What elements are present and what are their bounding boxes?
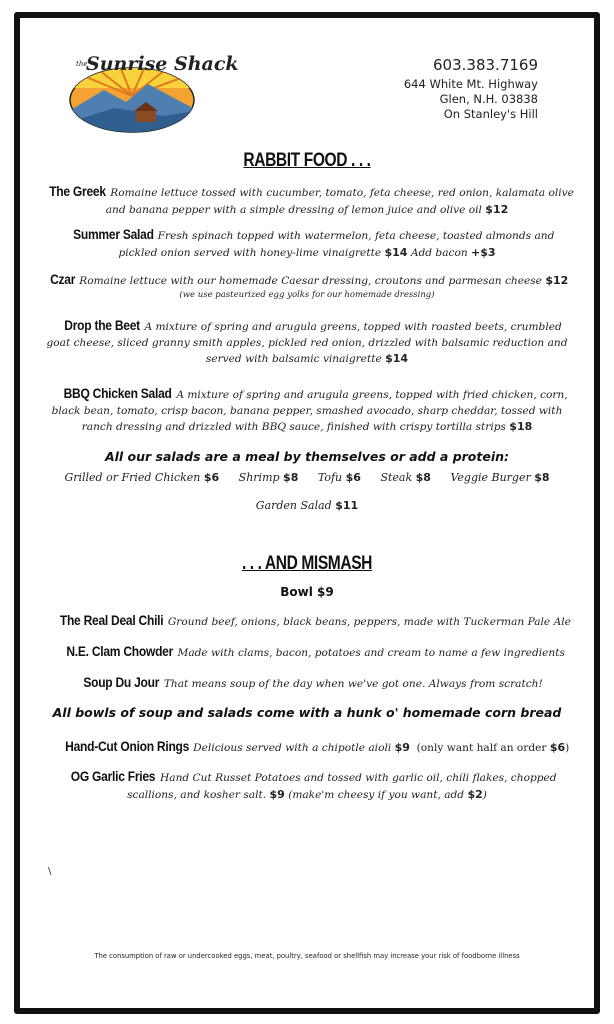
item-price: $12 — [545, 274, 569, 287]
section-title-mismash: . . . AND MISMASH — [241, 553, 373, 574]
item-desc: Made with clams, bacon, potatoes and cream to name a few ingredients — [177, 647, 565, 659]
menu-item-soup-du-jour — [40, 675, 574, 693]
item-desc: A mixture of spring and arugula greens, topped with fried chicken, corn, black bean, tomato, crisp bacon, banana pepper, smashed avocado, sharp cheddar, tossed with ranch dressing and drizzled with BBQ sauce, finished with crispy tortilla strips — [51, 389, 568, 433]
item-desc: Fresh spinach topped with watermelon, feta cheese, toasted almonds and pickled onion served with honey-lime vinaigrette — [118, 230, 555, 259]
protein-option: Grilled or Fried Chicken $6 — [64, 471, 220, 484]
logo-text: Sunrise Shack — [86, 53, 239, 75]
item-note: (we use pasteurized egg yolks for our homemade dressing) — [179, 289, 435, 300]
item-extra-price: +$3 — [471, 245, 496, 259]
item-price: $14 — [385, 352, 409, 365]
item-extra: Add bacon — [410, 246, 468, 259]
bowl-price-line: Bowl $9 — [280, 585, 334, 599]
item-name: Czar — [49, 271, 75, 287]
item-extra-price: $2 — [467, 787, 483, 801]
address-line-2: Glen, N.H. 03838 — [439, 92, 538, 106]
menu-item-chili — [40, 613, 574, 631]
menu-item-clam-chowder — [40, 644, 574, 662]
item-name: The Greek — [49, 183, 106, 199]
contact-block — [404, 56, 538, 122]
item-extra: (only want half an order — [416, 742, 547, 754]
menu-item-summer-salad — [40, 227, 574, 261]
menu-item-czar — [40, 272, 574, 300]
item-desc: Ground beef, onions, black beans, peppers, made with Tuckerman Pale Ale — [167, 616, 571, 628]
cornbread-line: All bowls of soup and salads come with a hunk o' homemade corn bread — [52, 705, 562, 720]
item-desc: Hand Cut Russet Potatoes and tossed with garlic oil, chili flakes, chopped scallions, and kosher salt. — [127, 772, 557, 801]
item-desc: Romaine lettuce tossed with cucumber, tomato, feta cheese, red onion, kalamata olive and banana pepper with a simple dressing of lemon juice and olive oil — [105, 187, 574, 216]
item-extra-price: $6 — [549, 741, 566, 754]
item-desc: A mixture of spring and arugula greens, topped with roasted beets, crumbled goat cheese, sliced granny smith apples, pickled red onion, drizzled with balsamic reduction and served with balsamic vinaigrette — [46, 321, 568, 365]
phone-number: 603.383.7169 — [433, 56, 538, 74]
logo-small-text: the — [76, 60, 88, 68]
item-price: $9 — [269, 787, 285, 801]
item-desc: Delicious served with a chipotle aioli — [193, 742, 392, 754]
item-name: The Real Deal Chili — [59, 612, 164, 628]
protein-option: Steak $8 — [380, 471, 431, 484]
item-name: Hand-Cut Onion Rings — [64, 738, 189, 754]
item-extra: (make'm cheesy if you want, add — [288, 788, 465, 801]
protein-option: Shrimp $8 — [238, 471, 299, 484]
protein-heading: All our salads are a meal by themselves or add a protein: — [104, 449, 510, 464]
menu-item-onion-rings: Hand-Cut Onion Rings Delicious served with a chipotle aioli $9 (only want half an order $6) — [64, 738, 570, 754]
item-name: Soup Du Jour — [83, 674, 160, 690]
foodborne-illness-disclaimer: The consumption of raw or undercooked eggs, meat, poultry, seafood or shellfish may increase your risk of foodborne illness — [94, 952, 520, 960]
address-line-3: On Stanley's Hill — [443, 107, 538, 121]
item-name: N.E. Clam Chowder — [66, 643, 174, 659]
garden-salad: Garden Salad $11 — [255, 499, 359, 512]
protein-option: Veggie Burger $8 — [450, 471, 550, 484]
section-title-rabbit-food: RABBIT FOOD . . . — [243, 150, 371, 171]
menu-item-the-greek — [40, 184, 574, 218]
item-name: Drop the Beet — [64, 317, 141, 333]
item-price: $18 — [509, 420, 533, 433]
menu-item-drop-the-beet — [40, 318, 574, 368]
protein-option: Tofu $6 — [317, 471, 361, 484]
menu-item-garlic-fries: OG Garlic Fries Hand Cut Russet Potatoes and tossed with garlic oil, chili flakes, chopped scallions, and kosher salt. $9 (make'm cheesy if you want, add $2) — [71, 768, 557, 801]
item-price: $9 — [394, 741, 410, 754]
item-price: $12 — [485, 202, 509, 216]
stray-mark: \ — [48, 866, 52, 877]
sunrise-shack-logo — [64, 44, 239, 136]
item-desc: That means soup of the day when we've got one. Always from scratch! — [163, 678, 543, 690]
protein-options — [0, 471, 614, 484]
address-line-1: 644 White Mt. Highway — [403, 77, 538, 91]
item-name: Summer Salad — [72, 226, 154, 242]
item-name: BBQ Chicken Salad — [63, 385, 172, 401]
item-desc: Romaine lettuce with our homemade Caesar dressing, croutons and parmesan cheese — [79, 275, 542, 287]
menu-item-bbq-chicken-salad — [40, 386, 574, 436]
item-name: OG Garlic Fries — [71, 768, 156, 784]
item-price: $14 — [384, 245, 408, 259]
